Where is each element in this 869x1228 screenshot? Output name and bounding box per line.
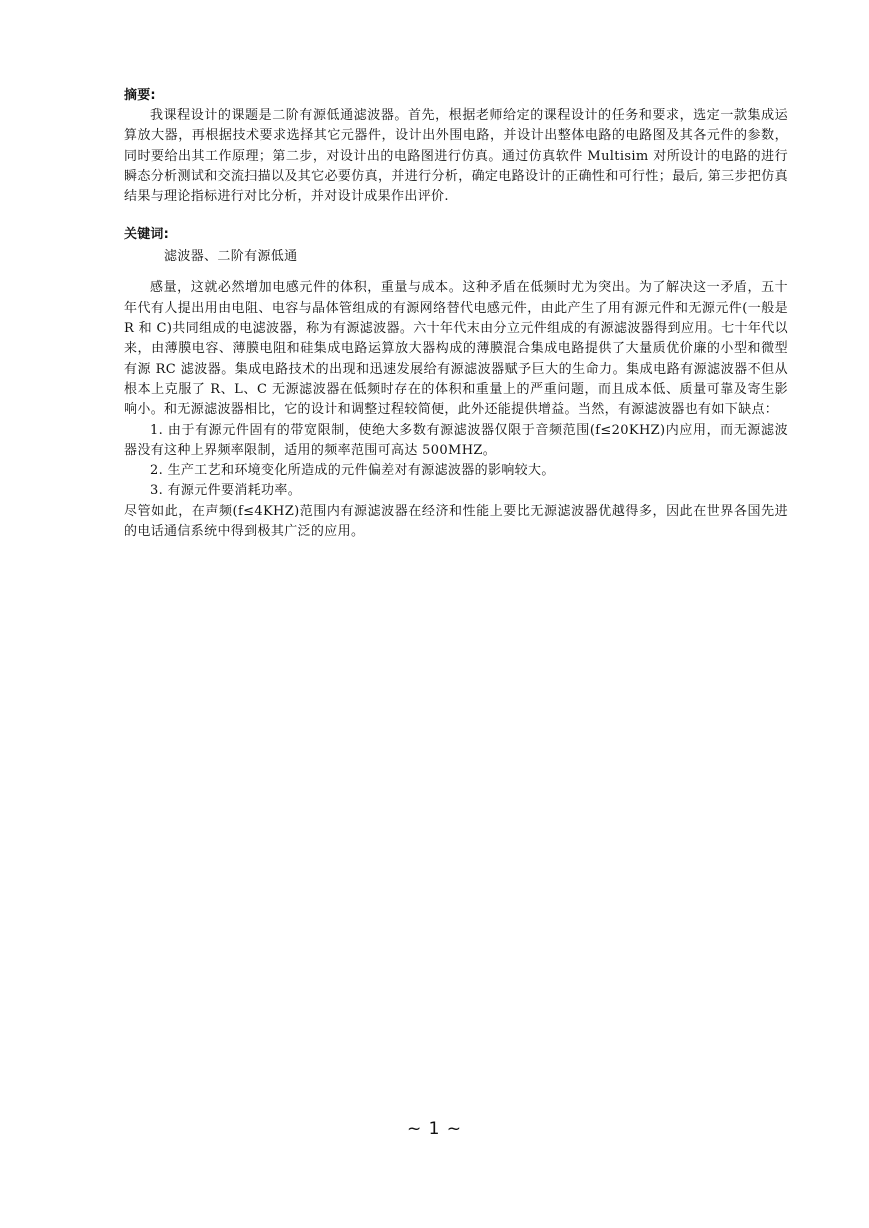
- section-spacer: [124, 267, 788, 278]
- page-content: [124, 86, 788, 542]
- list-item-3: 3. 有源元件要消耗功率。: [150, 483, 302, 499]
- page-number: ~ 1 ~: [406, 1119, 463, 1139]
- section-spacer: [124, 207, 788, 225]
- conclusion-paragraph: 尽管如此，在声频(f≤4KHZ)范围内有源滤波器在经济和性能上要比无源滤波器优越得多，因此在世界各国先进的电话通信系统中得到极其广泛的应用。: [124, 503, 788, 540]
- abstract-heading: 摘要:: [124, 88, 156, 103]
- keywords-heading: 关键词:: [124, 227, 169, 243]
- list-item-1: 1. 由于有源元件固有的带宽限制，使绝大多数有源滤波器仅限于音频范围(f≤20KHZ)内应用，而无源滤波器没有这种上界频率限制，适用的频率范围可高达 500MHZ。: [124, 422, 788, 458]
- keywords-text: 滤波器、二阶有源低通: [164, 249, 298, 265]
- abstract-body: 我课程设计的课题是二阶有源低通滤波器。首先，根据老师给定的课程设计的任务和要求，选定一款集成运算放大器，再根据技术要求选择其它元器件，设计出外围电路，并设计出整体电路的电路图及其各元件的参数，同时要给出其工作原理；第二步，对设计出的电路图进行仿真。通过仿真软件 Multisim 对所设计的电路的进行瞬态分析测试和交流扫描以及其它必要仿真，并进行分析，确定电路设计的正确性和可行性；最后, 第三步把仿真结果与理论指标进行对比分析，并对设计成果作出评价.: [124, 108, 788, 205]
- list-item-2: 2. 生产工艺和环境变化所造成的元件偏差对有源滤波器的影响较大。: [150, 463, 555, 479]
- body-paragraph: 感量，这就必然增加电感元件的体积，重量与成本。这种矛盾在低频时尤为突出。为了解决这一矛盾，五十年代有人提出用由电阻、电容与晶体管组成的有源网络替代电感元件，由此产生了用有源元件和无源元件(一般是 R 和 C)共同组成的电滤波器，称为有源滤波器。六十年代末由分立元件组成的有源滤波器得到应用。七十年代以来，由薄膜电容、薄膜电阻和硅集成电路运算放大器构成的薄膜混合集成电路提供了大量质优价廉的小型和微型有源 RC 滤波器。集成电路技术的出现和迅速发展给有源滤波器赋予巨大的生命力。集成电路有源滤波器不但从根本上克服了 R、L、C 无源滤波器在低频时存在的体积和重量上的严重问题，而且成本低、质量可靠及寄生影响小。和无源滤波器相比，它的设计和调整过程较简便，此外还能提供增益。当然，有源滤波器也有如下缺点：: [124, 280, 788, 418]
